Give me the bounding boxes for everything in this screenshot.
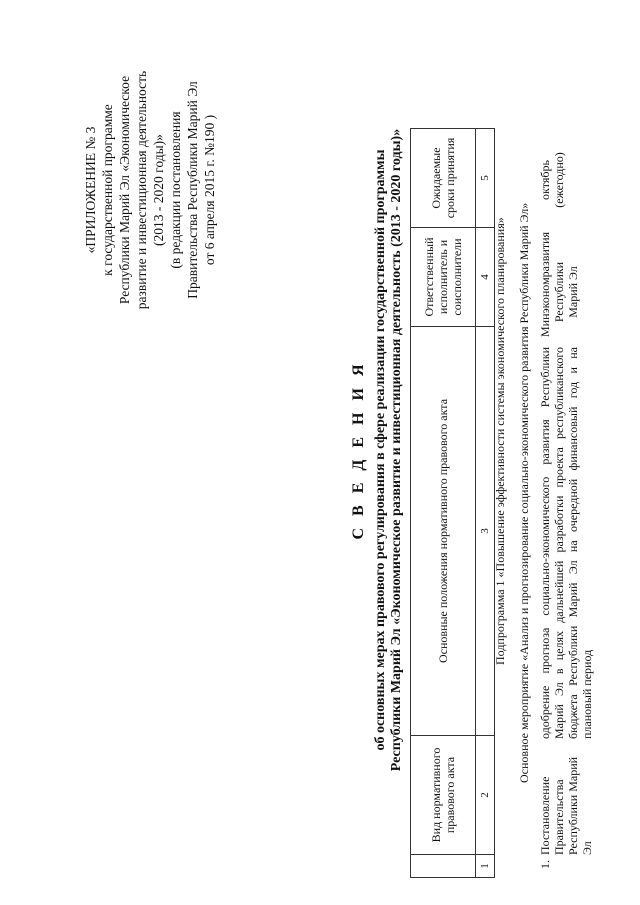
appendix-line: «ПРИЛОЖЕНИЕ № 3 [83,126,98,254]
measures-table [410,128,495,878]
table-header-row [411,129,476,878]
header-cell-term: Ожидаемые сроки принятия [411,129,476,228]
page-subtitle-line-1: об основных мерах правового регулирования в сфере реализации государственной программы [373,149,388,751]
column-number: 4 [476,228,495,327]
main-event-heading: Основное мероприятие «Анализ и прогнозирование социально-экономического развития Республики Марий Эл» [517,202,531,783]
column-number: 3 [476,327,495,736]
column-number: 5 [476,129,495,228]
appendix-line: (в редакции постановления [168,111,183,269]
row-term: октябрь (ежегодно) [538,152,566,208]
row-responsible: Минэкономразвития Республики Марий Эл [538,231,580,337]
appendix-block [82,40,218,340]
page-subtitle-line-2: Республики Марий Эл «Экономическое развитие и инвестиционная деятельность (2013 - 2020 годы)» [389,128,404,772]
appendix-line: развитие и инвестиционная деятельность [134,70,149,310]
appendix-line: к государственной программе [100,104,115,276]
column-number: 1 [476,855,495,878]
appendix-line: Правительства Республики Марий Эл [185,81,200,299]
appendix-line: от 6 апреля 2015 г. №190 ) [202,114,217,266]
page-title: С В Е Д Е Н И Я [350,360,367,540]
column-number: 2 [476,736,495,855]
row-number: 1. [538,860,552,869]
header-cell-provisions: Основные положения нормативного правового акта [411,327,476,736]
header-cell-act-type: Вид нормативного правового акта [411,736,476,855]
table-column-numbers-row [476,129,495,878]
subprogram-heading: Подпрограмма 1 «Повышение эффективности системы экономического планирования» [493,217,507,665]
header-cell-responsible: Ответственный исполнитель и соисполнители [411,228,476,327]
header-cell-number [411,855,476,878]
row-provisions: одобрение прогноза социально-экономического развития Республики Марий Эл в целях дальнейшей разработки проекта республиканского бюджета Республики Марий Эл на очередной финансовый год и на плановый период [538,347,594,739]
appendix-line: Республики Марий Эл «Экономическое [117,75,132,305]
appendix-line: (2013 - 2020 годы)» [151,134,166,246]
row-act-type: Постановление Правительства Республики Марий Эл [538,756,594,855]
